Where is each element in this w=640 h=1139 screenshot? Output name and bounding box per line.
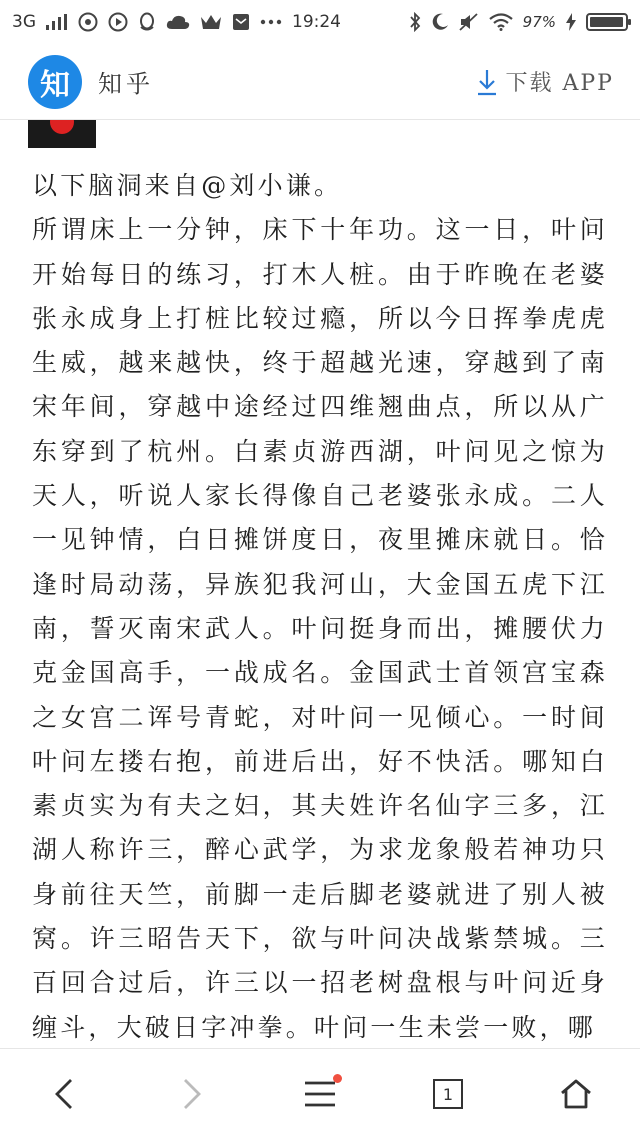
- menu-icon: [304, 1081, 336, 1107]
- article-intro: 以下脑洞来自@刘小谦。: [32, 171, 343, 200]
- mute-icon: [459, 13, 479, 31]
- status-bar: [0, 0, 640, 44]
- tab-count: 1: [433, 1079, 463, 1109]
- article-content: [32, 164, 608, 1050]
- bluetooth-icon: [409, 12, 421, 32]
- status-left: [12, 12, 341, 32]
- download-label: 下载 APP: [505, 71, 614, 96]
- battery-level: [590, 17, 623, 27]
- charging-icon: [566, 13, 576, 31]
- qq-icon: [138, 12, 156, 32]
- tabs-button[interactable]: [408, 1054, 488, 1134]
- chevron-left-icon: [54, 1077, 74, 1111]
- author-avatar[interactable]: [28, 120, 96, 148]
- more-notifications-icon: [260, 19, 282, 25]
- menu-button[interactable]: [280, 1054, 360, 1134]
- wifi-icon: [489, 13, 513, 31]
- download-app-button[interactable]: [476, 66, 615, 97]
- cloud-icon: [166, 14, 190, 30]
- signal-icon: [46, 14, 68, 30]
- home-button[interactable]: [536, 1054, 616, 1134]
- inbox-icon: [232, 13, 250, 31]
- home-icon: [560, 1079, 592, 1109]
- forward-button[interactable]: [152, 1054, 232, 1134]
- battery-icon: [586, 13, 628, 31]
- back-button[interactable]: [24, 1054, 104, 1134]
- video-app-icon: [108, 12, 128, 32]
- status-right: [409, 12, 628, 32]
- app-name: 知乎: [98, 70, 154, 98]
- browser-app-icon: [78, 12, 98, 32]
- download-icon: [476, 68, 498, 96]
- chevron-right-icon: [182, 1077, 202, 1111]
- moon-icon: [431, 13, 449, 31]
- clock: 19:24: [292, 12, 341, 32]
- app-header: [0, 44, 640, 120]
- zhihu-logo: 知: [28, 55, 82, 109]
- notification-dot: [333, 1074, 342, 1083]
- crown-icon: [200, 14, 222, 30]
- bottom-nav: [0, 1048, 640, 1139]
- article-body: 所谓床上一分钟，床下十年功。这一日，叶问开始每日的练习，打木人桩。由于昨晚在老婆张永成身上打桩比较过瘾，所以今日挥拳虎虎生威，越来越快，终于超越光速，穿越到了南宋年间，穿越中途经过四维翘曲点，所以从广东穿到了杭州。白素贞游西湖，叶问见之惊为天人，听说人家长得像自己老婆张永成。二人一见钟情，白日摊饼度日，夜里摊床就日。恰逢时局动荡，异族犯我河山，大金国五虎下江南，誓灭南宋武人。叶问挺身而出，摊腰伏力克金国高手，一战成名。金国武士首领宫宝森之女宫二诨号青蛇，对叶问一见倾心。一时间叶问左搂右抱，前进后出，好不快活。哪知白素贞实为有夫之妇，其夫姓许名仙字三多，江湖人称许三，醉心武学，为求龙象般若神功只身前往天竺，前脚一走后脚老婆就进了别人被窝。许三昭告天下，欲与叶问决战紫禁城。三百回合过后，许三以一招老树盘根与叶问近身缠斗，大破日字冲拳。叶问一生未尝一败，哪: [32, 215, 608, 1042]
- network-type: 3G: [12, 12, 36, 32]
- battery-percent: 97%: [522, 13, 556, 31]
- brand[interactable]: [28, 55, 154, 109]
